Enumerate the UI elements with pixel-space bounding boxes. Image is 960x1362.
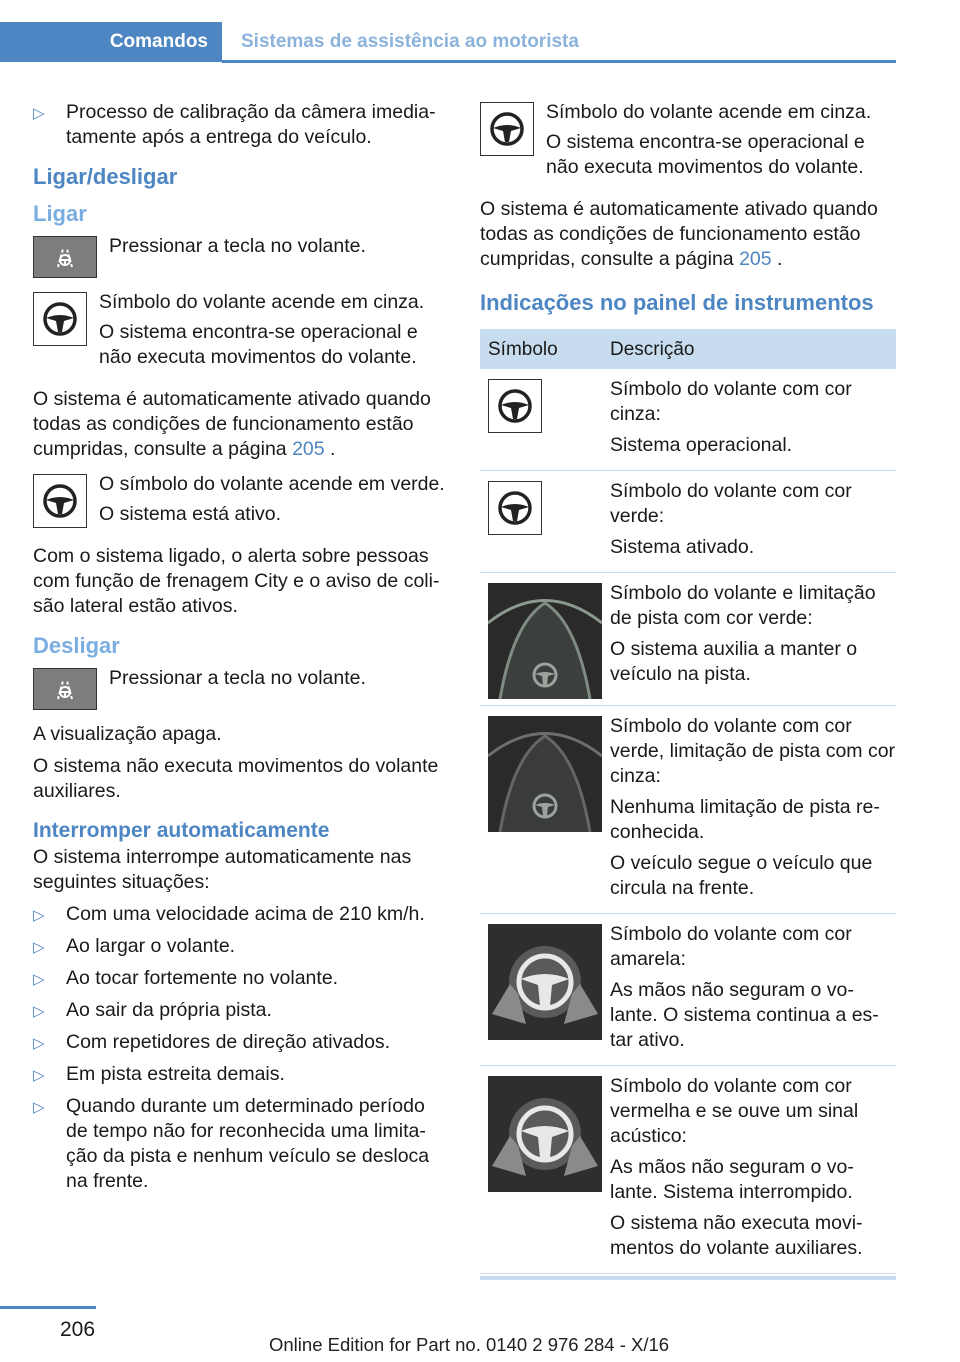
hands-red-icon [488,1076,602,1192]
table-row: Símbolo do volante com cor vermelha e se ouve um sinal acústico: As mãos não seguram o vo‐lante. Sistema interrompido. O sistema não executa movi‐mentos do volante auxiliares. [480,1066,896,1274]
driving-assistant-button-icon [33,236,97,278]
page-number: 206 [60,1318,96,1341]
table-header: Símbolo Descrição [480,329,896,369]
steering-wheel-gray-icon [33,292,87,346]
list-item: ▷ Quando durante um determinado período de tempo não for reconhecida uma limita‐ção da pista e nenhum veículo se desloca na frente. [33,1095,430,1192]
bullet-triangle-icon: ▷ [33,1067,45,1084]
left-column: ▷ Processo de calibração da câmera imedia‐tamente após a entrega do veículo. Ligar/desligar Ligar Pressionar a tecla no volante. Símbolo do volante acende em cinza. O sistema encontra-se operacional e não executa movimentos do volante. O sistema é automaticamente ativado quando todas as condições de funcionamento estão cumpridas, consulte a página 205 . O símbolo do volante acende em verde. O sistema está ativo. Com o sistema ligado, o alerta sobre pessoas com função de frenagem City e o aviso de coli‐são lateral estão ativos. Desligar Pressionar a tecla no volante. A visualização apaga. O sistema não executa movimentos do volante auxiliares. Interromper automaticamente O sistema interrompe automaticamente nas seguintes situações: ▷ Com uma velocidade acima de 210 km/h. ▷ Ao largar o volante. ▷ Ao tocar fortemente no volante. ▷ Ao sair da própria pista. ▷ Com repetidores de direção ativados. ▷ Em pista estreita demais. ▷ Quando durante um determinado período de tempo não for reconhecida uma limita‐ção da pista e nenhum veículo se desloca na frente. [33,100,448,1201]
list-item: ▷ Ao tocar fortemente no volante. [33,966,448,991]
bullet-triangle-icon: ▷ [33,1035,45,1052]
heading-ligar: Ligar [33,201,87,226]
green-symbol-row: O símbolo do volante acende em verde. O sistema está ativo. [33,472,448,532]
hands-yellow-icon [488,924,602,1040]
gray-symbol-row-right: Símbolo do volante acende em cinza. O sistema encontra-se operacional e não executa movimentos do volante. [480,100,896,185]
edition-text: Online Edition for Part no. 0140 2 976 284 - X/16 [269,1334,670,1355]
page-link[interactable]: 205 [739,248,772,270]
table-row: Símbolo do volante com cor cinza: Sistema operacional. [480,369,896,471]
heading-indicators: Indicações no painel de instrumentos [480,290,874,315]
steering-wheel-gray-icon [480,102,534,156]
wheel-lane-green-icon [488,583,602,699]
bullet-triangle-icon: ▷ [33,1099,45,1116]
list-item: ▷ Ao sair da própria pista. [33,998,448,1023]
press-key-text: Pressionar a tecla no volante. [109,235,366,257]
footer-rule [0,1306,96,1309]
table-bottom-rule [480,1276,896,1280]
system-on-text: Com o sistema ligado, o alerta sobre pessoas com função de frenagem City e o aviso de coli‐são lateral estão ativos. [33,545,440,617]
list-item: ▷ Processo de calibração da câmera imedia‐tamente após a entrega do veículo. [33,101,436,148]
driving-assistant-button-icon [33,668,97,710]
heading-desligar: Desligar [33,633,120,658]
chapter-tab: Comandos [0,22,222,62]
table-row: Símbolo do volante com cor verde, limitação de pista com cor cinza: Nenhuma limitação de pista re‐conhecida. O veículo segue o veículo que circula na frente. [480,706,896,914]
table-row: Símbolo do volante com cor amarela: As mãos não seguram o vo‐lante. O sistema continua a es‐tar ativo. [480,914,896,1066]
heading-interrupt: Interromper automaticamente [33,819,330,842]
bullet-triangle-icon: ▷ [33,105,45,122]
bullet-triangle-icon: ▷ [33,971,45,988]
header-rule [222,60,896,63]
heading-ligar-desligar: Ligar/desligar [33,164,178,189]
auto-activation-text: O sistema é automaticamente ativado quando todas as condições de funcionamento estão cumpridas, consulte a página 205 . [33,388,431,460]
press-key-row [33,234,448,278]
steering-wheel-green-icon [33,474,87,528]
bullet-triangle-icon: ▷ [33,1003,45,1020]
list-item: ▷ Com uma velocidade acima de 210 km/h. [33,902,448,927]
list-item: ▷ Com repetidores de direção ativados. [33,1030,448,1055]
right-column [480,100,896,1280]
steering-wheel-gray-icon [488,379,542,433]
press-key-off-row: Pressionar a tecla no volante. [33,666,448,710]
wheel-lane-gray-icon [488,716,602,832]
steering-wheel-green-icon [488,481,542,535]
page-link[interactable]: 205 [292,438,325,460]
section-title: Sistemas de assistência ao motorista [241,31,579,52]
indicator-table [480,329,896,1280]
list-item: ▷ Ao largar o volante. [33,934,448,959]
gray-symbol-row: Símbolo do volante acende em cinza. O sistema encontra-se operacional e não executa movimentos do volante. [33,290,448,375]
bullet-triangle-icon: ▷ [33,939,45,956]
auto-activation-text: O sistema é automaticamente ativado quando todas as condições de funcionamento estão cumpridas, consulte a página 205 . [480,198,878,270]
interrupt-list [33,902,448,1194]
bullet-triangle-icon: ▷ [33,907,45,924]
list-item: ▷ Em pista estreita demais. [33,1062,448,1087]
table-row: Símbolo do volante e limitação de pista com cor verde: O sistema auxilia a manter o veículo na pista. [480,573,896,706]
page-header [0,0,960,64]
table-row: Símbolo do volante com cor verde: Sistema ativado. [480,471,896,573]
